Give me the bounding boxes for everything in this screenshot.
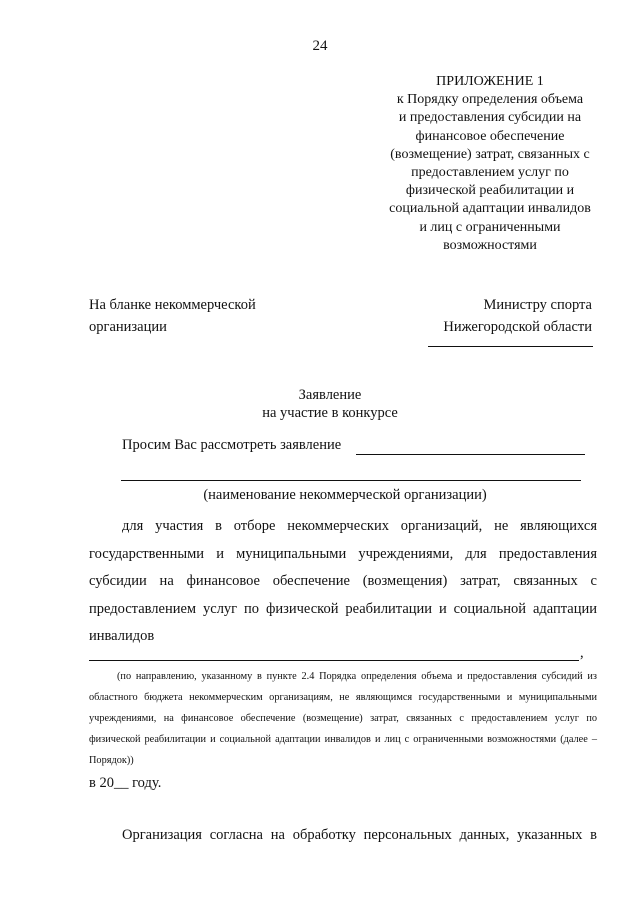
appendix-line: (возмещение) затрат, связанных с [390,146,590,162]
consent-paragraph [89,824,597,846]
appendix-line: возможностями [443,237,537,253]
title-subtitle-line: на участие в конкурсе [262,405,398,421]
appendix-line: физической реабилитации и [405,183,575,199]
appendix-line: к Порядку определения объема [396,92,584,108]
appendix-line: предоставлением услуг по [411,165,569,181]
organization-caption: (наименование некоммерческой организации) [203,487,487,503]
recipient-line: Министру спорта [483,297,592,313]
recipient-block [420,294,592,338]
request-text: Просим Вас рассмотреть заявление [122,437,342,453]
sender-block [89,294,256,338]
page-number: 24 [312,38,328,54]
title-line: Заявление [298,387,362,403]
body-paragraph [89,513,597,651]
document-title [200,386,460,422]
sender-line: На бланке некоммерческой [89,297,256,313]
appendix-line: социальной адаптации инвалидов [389,201,591,217]
recipient-name-line [428,346,593,347]
fill-line-comma: , [580,645,584,661]
organization-fill-line [356,454,585,455]
appendix-line: ПРИЛОЖЕНИЕ 1 [436,74,544,89]
footnote [89,666,597,771]
body-text: для участия в отборе некоммерческих организаций, не являющихся государственными и муниципальными учреждениями, для предоставления субсидии на финансовое обеспечение (возмещения) затрат, связанных с предоставлением услуг по физической реабилитации и социальной адаптации инвалидов [89,518,597,644]
consent-text: Организация согласна на обработку персональных данных, указанных в [122,827,597,843]
appendix-header [368,73,612,255]
direction-fill-line [89,660,579,661]
sender-line: организации [89,319,167,335]
footnote-text: (по направлению, указанному в пункте 2.4 Порядка определения объема и предоставления субсидий из областного бюджета некоммерческим организациям, не являющимся государственными и муниципальными учреждениями, на финансовое обеспечение (возмещение) затрат, связанных с предоставлением услуг по физической реабилитации и социальной адаптации инвалидов и лиц с ограниченными возможностями (далее – Порядок)) [89,671,597,766]
appendix-line: и лиц с ограниченными [419,219,561,235]
appendix-line: финансовое обеспечение [415,128,565,144]
organization-fill-line-2 [121,480,581,481]
recipient-line: Нижегородской области [443,319,592,335]
year-line: в 20__ году. [89,775,162,791]
appendix-line: и предоставления субсидии на [398,110,582,126]
